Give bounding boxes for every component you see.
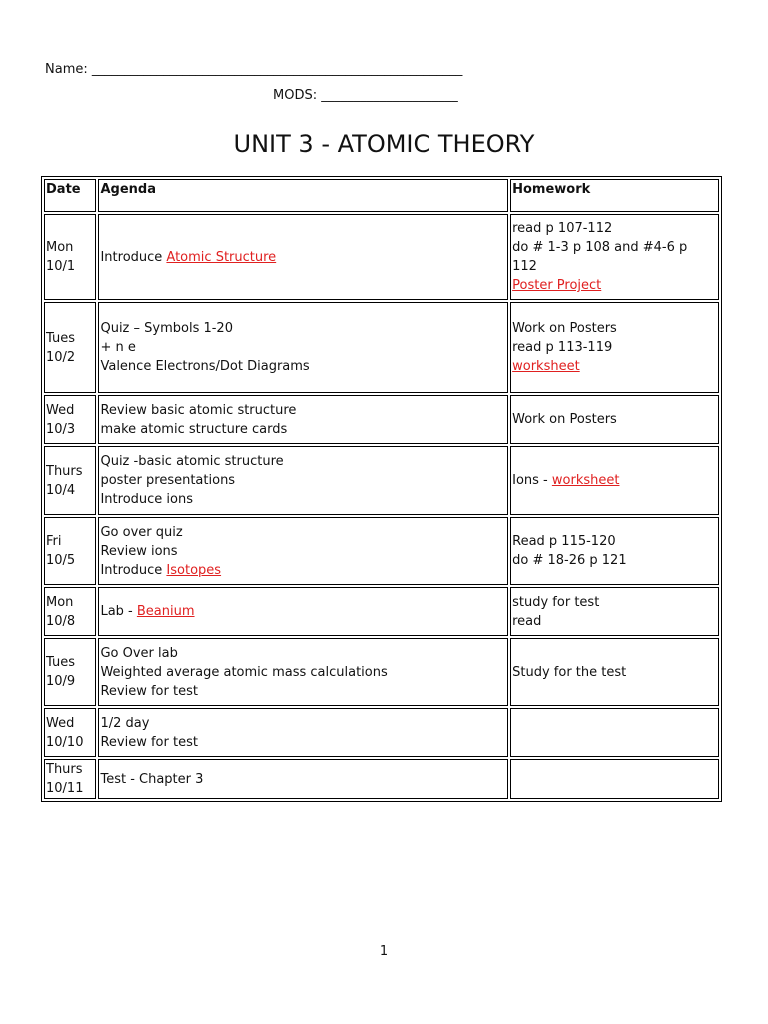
cell-line bbox=[46, 612, 94, 631]
date-cell bbox=[44, 395, 96, 444]
cell-line bbox=[100, 490, 506, 509]
cell-text: Fri bbox=[46, 534, 62, 549]
homework-cell bbox=[510, 759, 719, 799]
cell-line bbox=[46, 733, 94, 752]
cell-text: Mon bbox=[46, 240, 74, 255]
homework-cell bbox=[510, 708, 719, 757]
cell-line bbox=[100, 663, 506, 682]
cell-text: Introduce bbox=[100, 562, 167, 578]
cell-line bbox=[100, 248, 506, 267]
cell-text: Read p 115-120 bbox=[512, 534, 616, 549]
cell-text: 1/2 day bbox=[100, 715, 150, 731]
document-title: UNIT 3 - ATOMIC THEORY bbox=[233, 130, 535, 158]
header-agenda: Agenda bbox=[98, 179, 508, 212]
cell-line bbox=[512, 319, 717, 338]
cell-line bbox=[46, 257, 94, 276]
cell-text: 10/11 bbox=[46, 781, 84, 796]
homework-cell bbox=[510, 517, 719, 585]
cell-line bbox=[100, 682, 506, 701]
cell-line bbox=[46, 329, 94, 348]
homework-cell bbox=[510, 446, 719, 515]
table-row bbox=[44, 214, 719, 300]
cell-text: Go over quiz bbox=[100, 524, 183, 540]
date-cell bbox=[44, 214, 96, 300]
cell-line bbox=[512, 219, 717, 238]
cell-line bbox=[46, 653, 94, 672]
cell-line bbox=[100, 644, 506, 663]
document-link[interactable]: worksheet bbox=[551, 473, 620, 488]
cell-line bbox=[512, 593, 717, 612]
cell-line bbox=[512, 410, 717, 429]
cell-text: Thurs bbox=[46, 463, 83, 479]
cell-line bbox=[46, 672, 94, 691]
cell-line bbox=[100, 542, 506, 561]
cell-line bbox=[512, 612, 717, 631]
cell-text: 10/5 bbox=[46, 553, 76, 568]
cell-line bbox=[46, 760, 94, 779]
mods-line bbox=[273, 88, 458, 103]
cell-text: Review for test bbox=[100, 734, 198, 750]
name-line bbox=[45, 62, 462, 77]
cell-text: Valence Electrons/Dot Diagrams bbox=[100, 359, 310, 374]
cell-text: Ions - bbox=[512, 473, 552, 488]
cell-line bbox=[100, 401, 506, 420]
cell-text: Tues bbox=[46, 655, 75, 670]
cell-line bbox=[100, 471, 506, 490]
cell-text: Wed bbox=[46, 715, 75, 731]
cell-text: Mon bbox=[46, 594, 74, 610]
mods-label: MODS: bbox=[273, 88, 318, 103]
cell-text: do # 18-26 p 121 bbox=[512, 553, 627, 568]
cell-line bbox=[46, 593, 94, 612]
cell-line bbox=[512, 276, 717, 295]
table-row bbox=[44, 759, 719, 799]
cell-text: 10/1 bbox=[46, 259, 76, 274]
document-link[interactable]: worksheet bbox=[512, 359, 580, 374]
cell-text: study for test bbox=[512, 594, 600, 610]
cell-text: Thurs bbox=[46, 762, 83, 777]
table-row bbox=[44, 638, 719, 706]
header-date: Date bbox=[44, 179, 96, 212]
cell-text: 10/8 bbox=[46, 613, 76, 629]
agenda-cell bbox=[98, 759, 508, 799]
cell-text: Quiz – Symbols 1-20 bbox=[100, 321, 233, 336]
cell-text: Study for the test bbox=[512, 664, 627, 680]
cell-line bbox=[512, 471, 717, 490]
cell-text: Review ions bbox=[100, 543, 178, 559]
agenda-cell bbox=[98, 214, 508, 300]
date-cell bbox=[44, 446, 96, 515]
cell-text: do # 1-3 p 108 and #4-6 p bbox=[512, 240, 688, 255]
cell-text: Tues bbox=[46, 330, 75, 346]
document-link[interactable]: Atomic Structure bbox=[166, 249, 277, 265]
table-row bbox=[44, 517, 719, 585]
table-row bbox=[44, 302, 719, 393]
cell-text: Weighted average atomic mass calculations bbox=[100, 664, 388, 680]
cell-text: Lab - bbox=[100, 604, 137, 619]
agenda-cell bbox=[98, 587, 508, 636]
cell-text: 10/4 bbox=[46, 482, 76, 498]
cell-text: poster presentations bbox=[100, 473, 236, 488]
cell-line bbox=[100, 420, 506, 439]
agenda-cell bbox=[98, 446, 508, 515]
homework-cell bbox=[510, 638, 719, 706]
cell-line bbox=[46, 462, 94, 481]
cell-text: read p 107-112 bbox=[512, 221, 613, 236]
homework-cell bbox=[510, 302, 719, 393]
cell-text: 10/9 bbox=[46, 674, 76, 689]
cell-line bbox=[512, 357, 717, 376]
cell-text: Review for test bbox=[100, 683, 198, 699]
agenda-cell bbox=[98, 517, 508, 585]
cell-text: 10/3 bbox=[46, 421, 76, 437]
cell-line bbox=[46, 481, 94, 500]
cell-text: read p 113-119 bbox=[512, 340, 613, 355]
cell-text: Introduce bbox=[100, 249, 167, 265]
cell-text: Work on Posters bbox=[512, 321, 617, 336]
cell-text: make atomic structure cards bbox=[100, 421, 288, 437]
cell-line bbox=[100, 602, 506, 621]
cell-line bbox=[100, 561, 506, 580]
cell-line bbox=[100, 319, 506, 338]
agenda-cell bbox=[98, 638, 508, 706]
cell-text: 10/2 bbox=[46, 349, 76, 365]
cell-line bbox=[100, 733, 506, 752]
schedule-table bbox=[41, 176, 722, 802]
date-cell bbox=[44, 587, 96, 636]
cell-line bbox=[46, 238, 94, 257]
cell-line bbox=[100, 357, 506, 376]
name-label: Name: bbox=[45, 62, 88, 77]
cell-text: 112 bbox=[512, 259, 537, 274]
cell-text: Quiz -basic atomic structure bbox=[100, 454, 284, 469]
cell-text: Test - Chapter 3 bbox=[100, 771, 204, 787]
cell-text: read bbox=[512, 613, 542, 629]
cell-text: Go Over lab bbox=[100, 645, 178, 661]
cell-text: + n e bbox=[100, 340, 136, 355]
cell-text: Introduce ions bbox=[100, 492, 193, 507]
date-cell bbox=[44, 708, 96, 757]
cell-line bbox=[46, 401, 94, 420]
date-cell bbox=[44, 638, 96, 706]
date-cell bbox=[44, 517, 96, 585]
cell-line bbox=[512, 532, 717, 551]
homework-cell bbox=[510, 395, 719, 444]
document-link[interactable]: Isotopes bbox=[166, 562, 222, 578]
agenda-cell bbox=[98, 302, 508, 393]
cell-line bbox=[100, 714, 506, 733]
header-homework: Homework bbox=[510, 179, 719, 212]
cell-line bbox=[100, 770, 506, 789]
table-row bbox=[44, 708, 719, 757]
cell-line bbox=[512, 238, 717, 257]
cell-line bbox=[100, 338, 506, 357]
cell-line bbox=[46, 551, 94, 570]
agenda-cell bbox=[98, 395, 508, 444]
cell-text: Work on Posters bbox=[512, 412, 617, 427]
cell-line bbox=[512, 663, 717, 682]
cell-text: 10/10 bbox=[46, 734, 84, 750]
cell-line bbox=[512, 338, 717, 357]
table-row bbox=[44, 395, 719, 444]
cell-line bbox=[46, 714, 94, 733]
cell-line bbox=[46, 420, 94, 439]
homework-cell bbox=[510, 587, 719, 636]
table-row bbox=[44, 446, 719, 515]
cell-line bbox=[100, 523, 506, 542]
homework-cell bbox=[510, 214, 719, 300]
cell-line bbox=[512, 551, 717, 570]
cell-text: Review basic atomic structure bbox=[100, 402, 297, 418]
cell-line bbox=[46, 779, 94, 798]
date-cell bbox=[44, 759, 96, 799]
document-link[interactable]: Poster Project bbox=[512, 278, 602, 293]
name-blank[interactable]: _________________________________________________________ bbox=[91, 62, 463, 77]
cell-line bbox=[46, 532, 94, 551]
cell-line bbox=[46, 348, 94, 367]
table-row bbox=[44, 587, 719, 636]
document-link[interactable]: Beanium bbox=[136, 604, 195, 619]
cell-line bbox=[100, 452, 506, 471]
agenda-cell bbox=[98, 708, 508, 757]
table-header-row bbox=[44, 179, 719, 212]
date-cell bbox=[44, 302, 96, 393]
cell-text: Wed bbox=[46, 402, 75, 418]
mods-blank[interactable]: _____________________ bbox=[321, 88, 458, 103]
cell-line bbox=[512, 257, 717, 276]
page-number: 1 bbox=[379, 944, 389, 959]
